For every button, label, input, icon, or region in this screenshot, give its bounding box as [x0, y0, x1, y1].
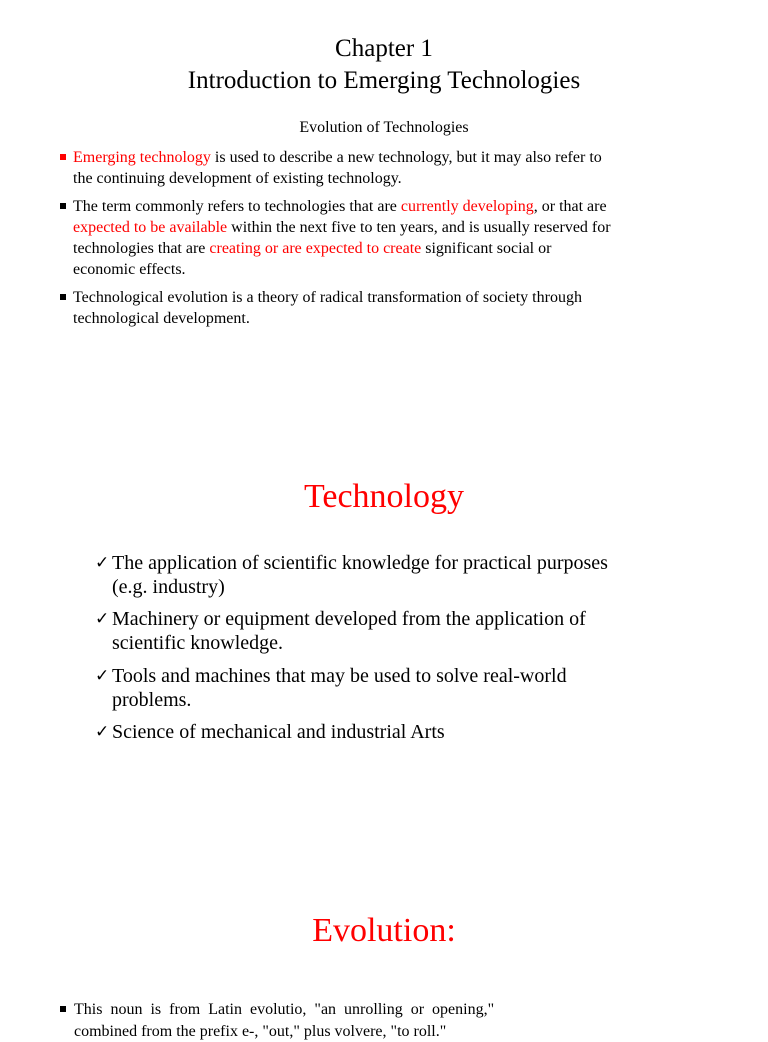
evolution-heading: Evolution: — [312, 912, 456, 949]
bullet-2-line-4: economic effects. — [73, 261, 186, 278]
bullet-1-line-1: Emerging technology is used to describe a new technology, but it may also refer to — [73, 149, 602, 166]
evolution-bullet-line-2: combined from the prefix e-, "out," plus volvere, "to roll." — [74, 1023, 447, 1040]
check-icon: ✓ — [95, 666, 110, 686]
section-subtitle: Evolution of Technologies — [299, 119, 469, 136]
bullet-3-line-1: Technological evolution is a theory of radical transformation of society through — [73, 289, 582, 306]
technology-item-1-line-2: (e.g. industry) — [112, 576, 225, 598]
bullet-3-line-2: technological development. — [73, 310, 250, 327]
bullet-marker — [60, 294, 66, 300]
bullet-2-line-1: The term commonly refers to technologies that are currently developing, or that are — [73, 198, 607, 215]
bullet-1-line-2: the continuing development of existing technology. — [73, 170, 402, 187]
check-icon: ✓ — [95, 553, 110, 573]
evolution-bullet-line-1: This noun is from Latin evolutio, "an unrolling or opening," — [74, 1001, 495, 1018]
bullet-2-line-2: expected to be available within the next five to ten years, and is usually reserved for — [73, 219, 611, 236]
bullet-marker — [60, 203, 66, 209]
technology-item-2-line-1: Machinery or equipment developed from the application of — [112, 608, 586, 630]
chapter-title: Introduction to Emerging Technologies — [187, 67, 581, 94]
technology-item-2-line-2: scientific knowledge. — [112, 632, 284, 654]
bullet-2-line-3: technologies that are creating or are expected to create significant social or — [73, 240, 552, 257]
bullet-marker — [60, 154, 66, 160]
check-icon: ✓ — [95, 609, 110, 629]
technology-heading: Technology — [303, 478, 465, 515]
technology-item-4-line-1: Science of mechanical and industrial Arts — [112, 721, 445, 743]
technology-item-1-line-1: The application of scientific knowledge for practical purposes — [112, 552, 608, 574]
technology-item-3-line-1: Tools and machines that may be used to solve real-world — [112, 665, 567, 687]
bullet-marker — [60, 1006, 66, 1012]
technology-item-3-line-2: problems. — [112, 689, 192, 711]
check-icon: ✓ — [95, 722, 110, 742]
chapter-label: Chapter 1 — [335, 35, 433, 62]
